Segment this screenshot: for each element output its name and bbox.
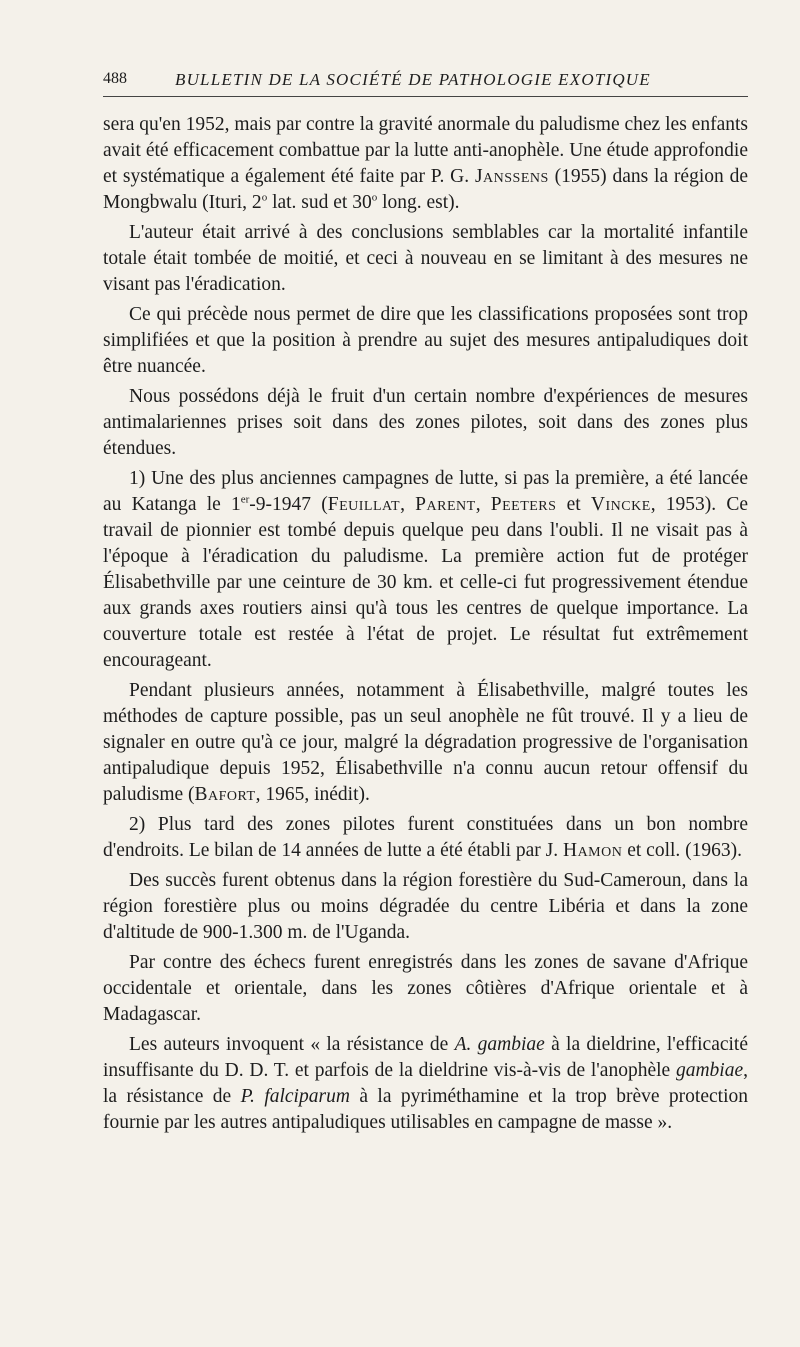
page-number: 488 xyxy=(103,70,127,87)
author-name: Bafort xyxy=(194,784,256,805)
paragraph-9: Par contre des échecs furent enregistrés dans les zones de savane d'Afrique occidentale et orientale, dans les zones côtières d'Afrique orientale et à Madagascar. xyxy=(103,952,748,1025)
author-name: Peeters xyxy=(490,494,557,515)
paragraph-1: sera qu'en 1952, mais par contre la gravité anormale du paludisme chez les enfants avait été efficacement combattue par la lutte anti-anophèle. Une étude approfondie et systématique a également été faite par P. G. Janssens (1955) dans la région de Mongbwalu (Ituri, 2$^o$ lat. sud et 30$^o$ long. est). xyxy=(103,114,748,213)
author-name: Hamon xyxy=(562,840,623,861)
header-rule xyxy=(103,96,748,97)
species-name: P. falciparum xyxy=(240,1086,350,1107)
species-name: A. gambiae xyxy=(454,1034,545,1055)
author-name: Feuillat xyxy=(327,494,401,515)
author-name: Parent xyxy=(415,494,476,515)
species-name: gambiae xyxy=(675,1060,744,1081)
paragraph-10: Les auteurs invoquent « la résistance de A. gambiae à la dieldrine, l'efficacité insuffisante du D. D. T. et parfois de la dieldrine vis-à-vis de l'anophèle gambiae, la résistance de P. falciparum à la pyriméthamine et la trop brève protection fournie par les autres antipaludiques utilisables en campagne de masse ». xyxy=(103,1034,748,1133)
paragraph-8: Des succès furent obtenus dans la région forestière du Sud-Cameroun, dans la région forestière plus ou moins dégradée du centre Libéria et dans la zone d'altitude de 900-1.300 m. de l'Uganda. xyxy=(103,870,748,943)
paragraph-7: 2) Plus tard des zones pilotes furent constituées dans un bon nombre d'endroits. Le bilan de 14 années de lutte a été établi par J. Hamon et coll. (1963). xyxy=(103,814,748,861)
running-head: BULLETIN DE LA SOCIÉTÉ DE PATHOLOGIE EXOTIQUE xyxy=(175,70,651,89)
paragraph-3: Ce qui précède nous permet de dire que les classifications proposées sont trop simplifiées et que la position à prendre au sujet des mesures antipaludiques doit être nuancée. xyxy=(103,304,748,377)
paragraph-5: 1) Une des plus anciennes campagnes de lutte, si pas la première, a été lancée au Katanga le 1er-9-1947 (Feuillat, Parent, Peeters et Vincke, 1953). Ce travail de pionnier est tombé depuis quelque peu dans l'oubli. Il ne visait pas à l'époque à l'éradication du paludisme. La première action fut de protéger Élisabethville par une ceinture de 30 km. et celle-ci fut progressivement étendue aux grands axes routiers ainsi qu'à tous les centres de quelque importance. La couverture totale est restée à l'état de projet. Le résultat fut extrêmement encourageant. xyxy=(103,468,749,671)
paragraph-2: L'auteur était arrivé à des conclusions semblables car la mortalité infantile totale était tombée de moitié, et ceci à nouveau en se limitant à des mesures ne visant pas l'éradication. xyxy=(103,222,748,295)
page-header xyxy=(103,70,748,96)
author-name: Vincke xyxy=(590,494,651,515)
author-name: Janssens xyxy=(474,166,549,187)
paragraph-4: Nous possédons déjà le fruit d'un certain nombre d'expériences de mesures antimalariennes prises soit dans des zones pilotes, soit dans des zones plus étendues. xyxy=(103,386,748,459)
body-text xyxy=(103,112,748,1140)
paragraph-6: Pendant plusieurs années, notamment à Élisabethville, malgré toutes les méthodes de capture possible, pas un seul anophèle ne fût trouvé. Il y a lieu de signaler en outre qu'à ce jour, malgré la dégradation progressive de l'organisation antipaludique depuis 1952, Élisabethville n'a connu aucun retour offensif du paludisme (Bafort, 1965, inédit). xyxy=(103,680,748,805)
